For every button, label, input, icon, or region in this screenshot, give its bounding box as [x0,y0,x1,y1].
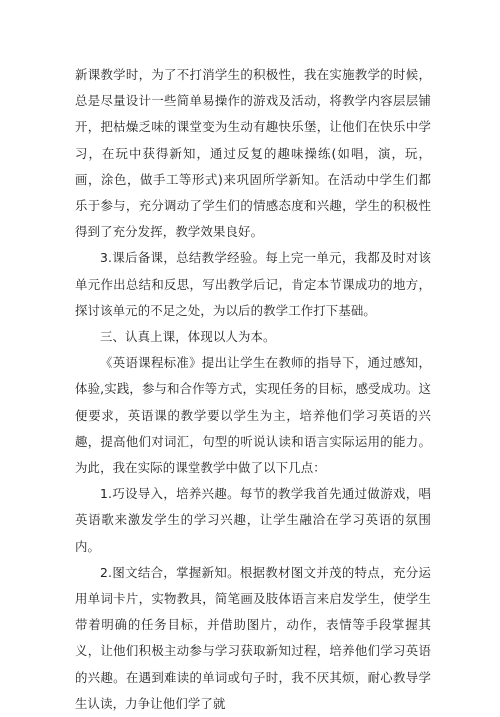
paragraph-curriculum-standard: 《英语课程标准》提出让学生在教师的指导下，通过感知，体验,实践，参与和合作等方式，实现任务的目标，感受成功。这便要求，英语课的教学要以学生为主，培养他们学习英语的兴趣，提高他们对词汇，句型的听说认读和语言实际运用的能力。为此，我在实际的课堂教学中做了以下几点： [75,355,431,476]
document-body [75,62,431,717]
section-heading-three: 三、认真上课，体现以人为本。 [100,329,276,345]
paragraph-teaching-games: 新课教学时，为了不打消学生的积极性，我在实施教学的时候，总是尽量设计一些简单易操作的游戏及活动，将教学内容层层铺开，把枯燥乏味的课堂变为生动有趣快乐堡，让他们在快乐中学习，在玩中获得新知，通过反复的趣味操练(如唱，演，玩，画，涂色，做手工等形式)来巩固所学新知。在活动中学生们都乐于参与，充分调动了学生们的情感态度和兴趣，学生的积极性得到了充分发挥，教学效果良好。 [75,67,431,240]
paragraph-picture-text: 2.图文结合，掌握新知。根据教材图文并茂的特点，充分运用单词卡片，实物教具，简笔画及肢体语言来启发学生，使学生带着明确的任务目标，并借助图片，动作，表情等手段掌握其义，让他们积极主动参与学习获取新知过程，培养他们学习英语的兴趣。在遇到难读的单词或句子时，我不厌其烦，耐心教导学生认读，力争让他们学了就 [75,564,431,711]
paragraph-lead-in: 1.巧设导入，培养兴趣。每节的教学我首先通过做游戏，唱英语歌来激发学生的学习兴趣，让学生融洽在学习英语的氛围内。 [75,486,431,554]
paragraph-after-class-prep: 3.课后备课，总结教学经验。每上完一单元，我都及时对该单元作出总结和反思，写出教学后记，肯定本节课成功的地方，探讨该单元的不足之处，为以后的教学工作打下基础。 [75,250,431,318]
